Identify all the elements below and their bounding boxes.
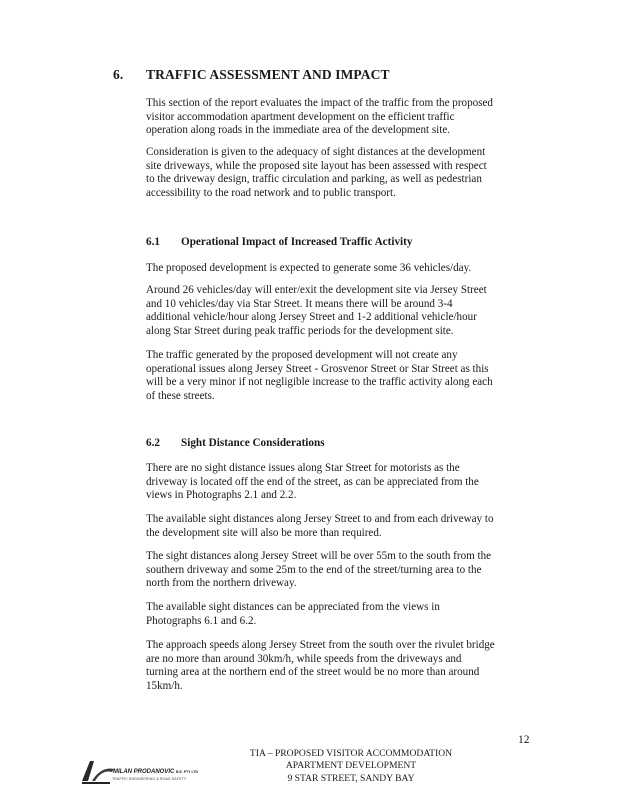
- text-line: southern driveway and some 25m to the end of the street/turning area to the: [146, 563, 482, 576]
- paragraph-6-1-a: [146, 262, 518, 276]
- logo-tagline: TRAFFIC ENGINEERING & ROAD SAFETY: [112, 777, 187, 781]
- text-line: Around 26 vehicles/day will enter/exit the development site via Jersey Street: [146, 284, 487, 296]
- text-line: will be a very minor if not negligible increase to the traffic activity along each: [146, 376, 493, 389]
- text-line: The available sight distances along Jersey Street to and from each driveway to: [146, 513, 494, 525]
- section-number: 6.: [113, 67, 124, 82]
- subsection-title: Sight Distance Considerations: [181, 437, 325, 449]
- text-line: This section of the report evaluates the impact of the traffic from the proposed: [146, 97, 493, 109]
- text-line: Photographs 6.1 and 6.2.: [146, 614, 257, 627]
- section-title: TRAFFIC ASSESSMENT AND IMPACT: [146, 67, 390, 82]
- paragraph-6-2-a: [146, 462, 518, 503]
- text-line: views in Photographs 2.1 and 2.2.: [146, 489, 297, 502]
- text-line: additional vehicle/hour along Jersey Street and 1-2 additional vehicle/hour: [146, 311, 477, 324]
- intro-paragraph-1: [146, 97, 518, 138]
- text-line: 15km/h.: [146, 679, 183, 692]
- footer-line-2: APARTMENT DEVELOPMENT: [285, 760, 417, 772]
- text-line: The approach speeds along Jersey Street from the south over the rivulet bridge: [146, 639, 495, 651]
- subsection-number: 6.1: [146, 236, 160, 248]
- page-footer: [230, 748, 472, 785]
- text-line: to the driveway design, traffic circulation and parking, as well as pedestrian: [146, 173, 482, 186]
- text-line: operational issues along Jersey Street - Grosvenor Street or Star Street as this: [146, 362, 489, 375]
- text-line: turning area at the northern end of the street would be no more than around: [146, 666, 480, 679]
- logo-name: MILAN PRODANOVIC B.E. PTY LTD: [113, 769, 199, 775]
- footer-line-1: TIA – PROPOSED VISITOR ACCOMMODATION: [249, 748, 453, 759]
- paragraph-6-1-b: [146, 284, 518, 338]
- paragraph-6-2-d: [146, 601, 518, 628]
- text-line: The sight distances along Jersey Street will be over 55m to the south from the: [146, 550, 492, 562]
- subsection-number: 6.2: [146, 437, 160, 449]
- paragraph-6-2-e: [146, 639, 518, 693]
- text-line: The proposed development is expected to generate some 36 vehicles/day.: [146, 262, 472, 274]
- text-line: operation along roads in the immediate area of the development site.: [146, 124, 451, 137]
- text-line: north from the northern driveway.: [146, 577, 297, 590]
- subsection-heading-6-1: [146, 236, 412, 248]
- text-line: There are no sight distance issues along Star Street for motorists as the: [146, 462, 460, 474]
- subsection-heading-6-2: [146, 437, 325, 449]
- text-line: Consideration is given to the adequacy of sight distances at the development: [146, 146, 486, 158]
- paragraph-6-2-b: [146, 513, 518, 540]
- text-line: site driveways, while the proposed site layout has been assessed with respect: [146, 159, 487, 172]
- text-line: The available sight distances can be appreciated from the views in: [146, 601, 440, 613]
- text-line: The traffic generated by the proposed development will not create any: [146, 349, 458, 361]
- text-line: along Star Street during peak traffic periods for the development site.: [146, 324, 454, 337]
- text-line: the development site will also be more than required.: [146, 526, 382, 539]
- subsection-title: Operational Impact of Increased Traffic Activity: [181, 236, 413, 248]
- intro-paragraph-2: [146, 146, 518, 200]
- text-line: driveway is located off the end of the street, as can be appreciated from the: [146, 475, 479, 488]
- text-line: accessibility to the road network and to public transport.: [146, 186, 396, 199]
- section-heading: [113, 67, 390, 83]
- page-number: 12: [518, 734, 530, 746]
- text-line: visitor accommodation apartment development on the efficient traffic: [146, 110, 455, 123]
- paragraph-6-2-c: [146, 550, 518, 591]
- text-line: are no more than around 30km/h, while speeds from the driveways and: [146, 652, 462, 665]
- footer-line-3: 9 STAR STREET, SANDY BAY: [287, 772, 415, 784]
- text-line: and 10 vehicles/day via Star Street. It means there will be around 3-4: [146, 297, 453, 310]
- text-line: of these streets.: [146, 389, 215, 402]
- paragraph-6-1-c: [146, 349, 518, 403]
